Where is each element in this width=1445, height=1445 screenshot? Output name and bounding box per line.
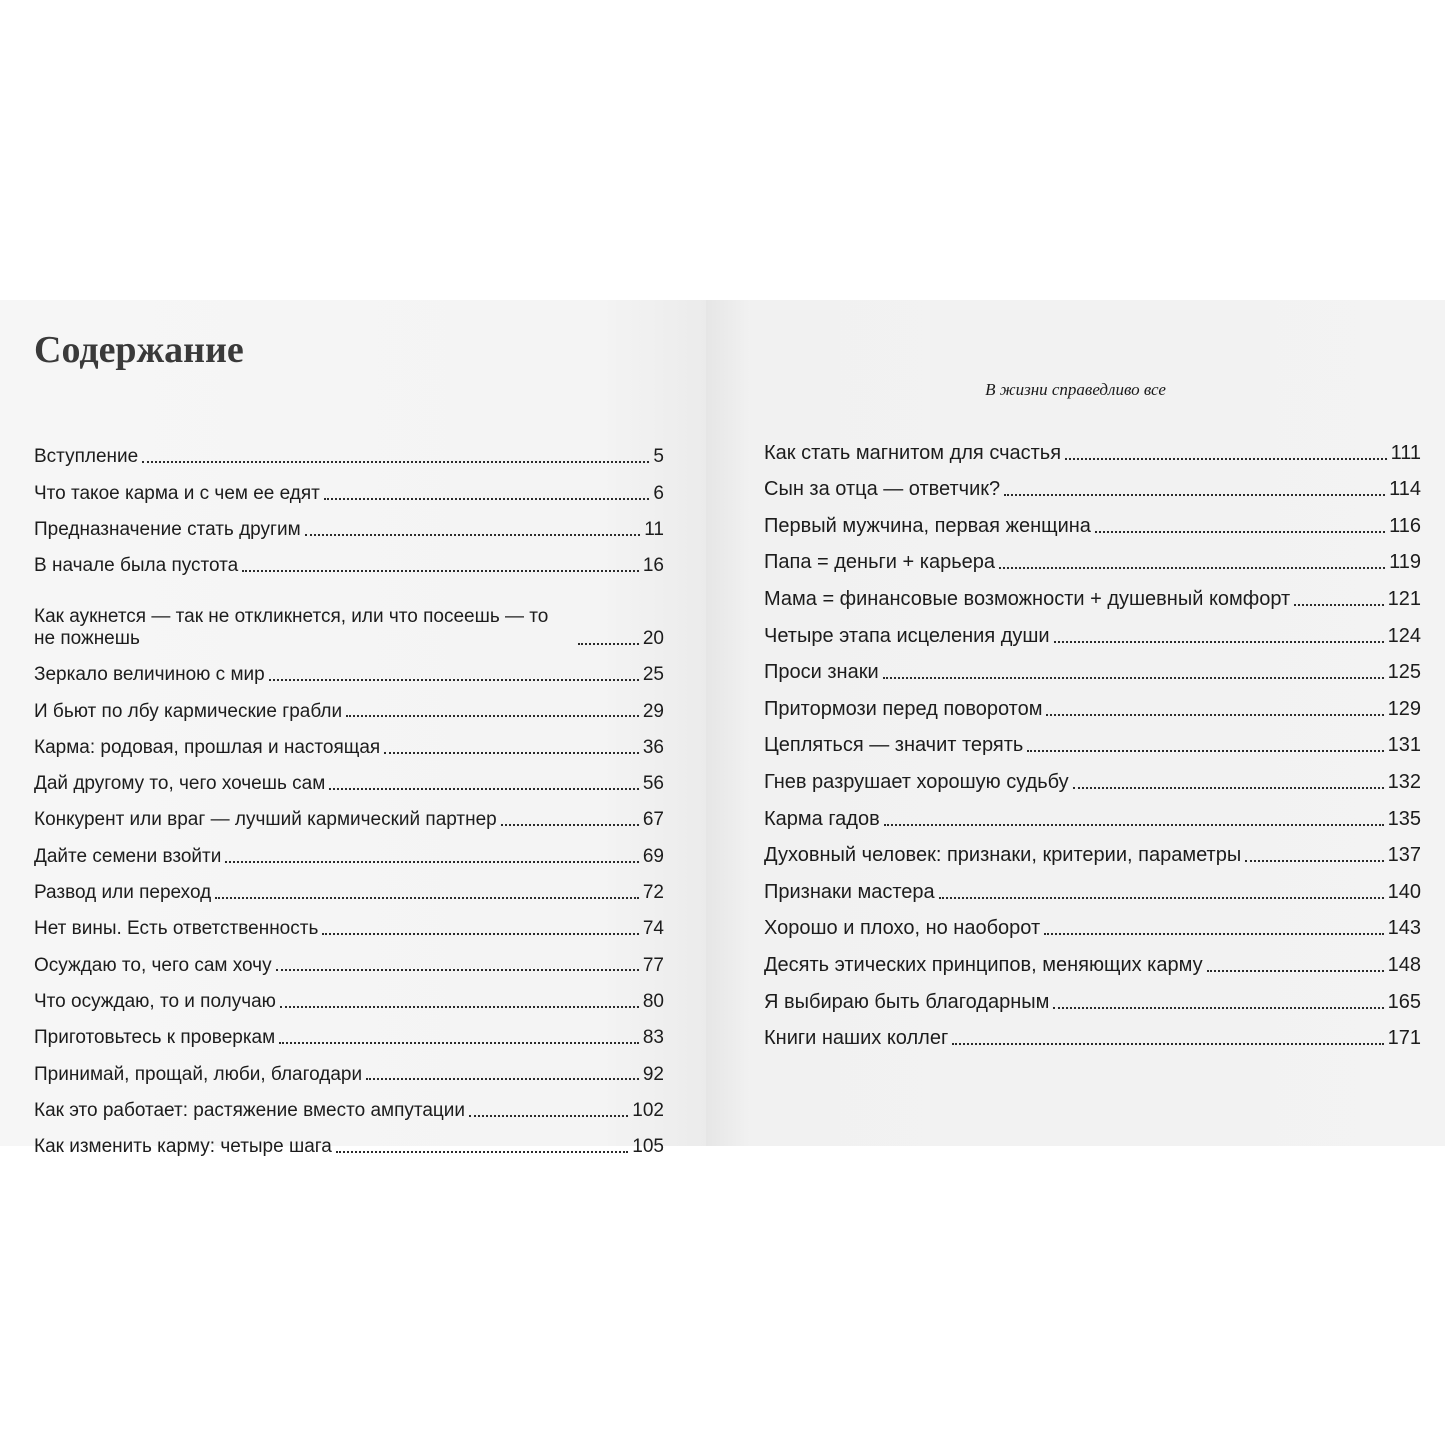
dot-leader xyxy=(1207,970,1384,972)
toc-entry-page: 92 xyxy=(642,1063,664,1085)
toc-entry xyxy=(764,721,1421,758)
toc-entry xyxy=(34,976,664,1012)
toc-entry-title: Приготовьтесь к проверкам xyxy=(34,1027,276,1049)
toc-entry-page: 148 xyxy=(1387,953,1421,976)
toc-entry-title: Что осуждаю, то и получаю xyxy=(34,990,276,1012)
dot-leader xyxy=(1044,933,1383,935)
toc-entry xyxy=(34,904,664,940)
toc-entry xyxy=(34,722,664,758)
toc-entry-page: 124 xyxy=(1387,624,1421,647)
dot-leader xyxy=(336,1151,628,1153)
toc-entry-page: 111 xyxy=(1390,441,1421,464)
toc-entry xyxy=(34,759,664,795)
dot-leader xyxy=(225,861,639,863)
toc-entry xyxy=(764,648,1421,685)
toc-entry-title: Что такое карма и с чем ее едят xyxy=(34,482,320,504)
toc-entry-page: 5 xyxy=(653,446,664,468)
toc-entry-title: Проси знаки xyxy=(764,661,879,684)
toc-entry xyxy=(764,794,1421,831)
toc-entry-title: Карма гадов xyxy=(764,807,880,830)
dot-leader xyxy=(269,679,639,681)
dot-leader xyxy=(939,897,1384,899)
toc-entry-page: 72 xyxy=(642,882,664,904)
toc-entry-page: 137 xyxy=(1387,844,1421,867)
toc-entry-title: Книги наших коллег xyxy=(764,1027,949,1050)
toc-entry-page: 105 xyxy=(632,1136,664,1158)
toc-entry xyxy=(34,1122,664,1158)
toc-entry-page: 116 xyxy=(1389,514,1421,537)
dot-leader xyxy=(279,1042,639,1044)
toc-entry-page: 6 xyxy=(653,482,664,504)
toc-entry-page: 25 xyxy=(642,664,664,686)
toc-entry-page: 171 xyxy=(1387,1027,1421,1050)
toc-entry-title: И бьют по лбу кармические грабли xyxy=(34,700,343,722)
toc-list-right xyxy=(764,428,1421,1050)
toc-entry-title: Как это работает: растяжение вместо ампутации xyxy=(34,1099,466,1121)
toc-entry-title: Признаки мастера xyxy=(764,880,935,903)
toc-entry-title: Дай другому то, чего хочешь сам xyxy=(34,773,326,795)
toc-entry xyxy=(764,940,1421,977)
book-spread xyxy=(0,300,1445,1158)
dot-leader xyxy=(578,643,639,645)
right-page xyxy=(706,300,1445,1146)
toc-entry-title: Я выбираю быть благодарным xyxy=(764,990,1050,1013)
toc-entry xyxy=(34,940,664,976)
toc-entry-title: Сын за отца — ответчик? xyxy=(764,478,1001,501)
dot-leader xyxy=(329,788,639,790)
toc-entry-title: Как стать магнитом для счастья xyxy=(764,441,1062,464)
toc-entry xyxy=(764,538,1421,575)
dot-leader xyxy=(1054,641,1384,643)
toc-entry xyxy=(764,428,1421,465)
toc-entry-title: Десять этических принципов, меняющих карму xyxy=(764,953,1203,976)
dot-leader xyxy=(1004,494,1385,496)
toc-entry-page: 114 xyxy=(1389,478,1421,501)
toc-entry-page: 20 xyxy=(642,627,664,649)
toc-entry xyxy=(34,650,664,686)
toc-entry-title: Развод или переход xyxy=(34,882,212,904)
toc-entry-title: Как аукнется — так не откликнется, или что посеешь — то не пожнешь xyxy=(34,606,549,649)
toc-entry-page: 135 xyxy=(1387,807,1421,830)
toc-entry-title: Осуждаю то, чего сам хочу xyxy=(34,954,272,976)
toc-entry-page: 69 xyxy=(642,845,664,867)
toc-entry-title: Конкурент или враг — лучший кармический партнер xyxy=(34,809,497,831)
toc-entry-title: Первый мужчина, первая женщина xyxy=(764,514,1091,537)
dot-leader xyxy=(1245,860,1383,862)
toc-entry-title: Хорошо и плохо, но наоборот xyxy=(764,917,1041,940)
toc-entry xyxy=(764,574,1421,611)
toc-entry xyxy=(764,501,1421,538)
toc-entry-title: Предназначение стать другим xyxy=(34,519,301,541)
dot-leader xyxy=(884,824,1384,826)
toc-entry xyxy=(764,611,1421,648)
toc-entry xyxy=(764,831,1421,868)
toc-entry-title: Папа = деньги + карьера xyxy=(764,551,995,574)
dot-leader xyxy=(1053,1007,1383,1009)
toc-entry-title: Гнев разрушает хорошую судьбу xyxy=(764,770,1069,793)
dot-leader xyxy=(883,677,1384,679)
toc-entry-page: 80 xyxy=(642,990,664,1012)
toc-entry xyxy=(34,541,664,577)
toc-entry-title: Вступление xyxy=(34,446,139,468)
toc-entry xyxy=(34,432,664,468)
toc-entry-page: 36 xyxy=(642,736,664,758)
toc-entry-page: 119 xyxy=(1389,551,1421,574)
toc-entry-page: 132 xyxy=(1387,770,1421,793)
dot-leader xyxy=(366,1078,639,1080)
toc-entry xyxy=(34,577,664,650)
toc-entry-title: Принимай, прощай, люби, благодари xyxy=(34,1063,363,1085)
toc-entry-page: 140 xyxy=(1387,880,1421,903)
dot-leader xyxy=(1027,750,1383,752)
toc-entry-page: 83 xyxy=(642,1027,664,1049)
dot-leader xyxy=(324,498,650,500)
dot-leader xyxy=(384,752,639,754)
dot-leader xyxy=(242,570,639,572)
toc-entry-title: Мама = финансовые возможности + душевный комфорт xyxy=(764,587,1291,610)
toc-entry xyxy=(34,686,664,722)
toc-entry-page: 67 xyxy=(642,809,664,831)
toc-entry xyxy=(34,468,664,504)
dot-leader xyxy=(999,567,1385,569)
toc-entry-page: 165 xyxy=(1387,990,1421,1013)
toc-entry-title: Как изменить карму: четыре шага xyxy=(34,1136,332,1158)
toc-entry-title: Дайте семени взойти xyxy=(34,845,222,867)
toc-entry xyxy=(764,465,1421,502)
dot-leader xyxy=(469,1115,628,1117)
toc-entry xyxy=(34,505,664,541)
toc-entry-page: 143 xyxy=(1387,917,1421,940)
dot-leader xyxy=(280,1006,639,1008)
toc-entry xyxy=(34,795,664,831)
toc-entry-page: 29 xyxy=(642,700,664,722)
running-header: В жизни справедливо все xyxy=(985,380,1166,399)
toc-entry-page: 125 xyxy=(1387,661,1421,684)
toc-entry xyxy=(764,977,1421,1014)
toc-list-left xyxy=(34,432,664,1158)
toc-entry xyxy=(764,1014,1421,1051)
dot-leader xyxy=(1073,787,1384,789)
toc-entry xyxy=(764,867,1421,904)
toc-entry-page: 102 xyxy=(632,1099,664,1121)
toc-entry xyxy=(34,1013,664,1049)
toc-entry-page: 56 xyxy=(642,773,664,795)
dot-leader xyxy=(215,897,639,899)
toc-entry-title: Притормози перед поворотом xyxy=(764,697,1043,720)
toc-entry xyxy=(34,1049,664,1085)
dot-leader xyxy=(142,461,649,463)
toc-entry-title: Карма: родовая, прошлая и настоящая xyxy=(34,736,381,758)
toc-entry xyxy=(34,1085,664,1121)
toc-entry xyxy=(764,904,1421,941)
toc-entry-page: 131 xyxy=(1387,734,1421,757)
toc-entry-title: Четыре этапа исцеления души xyxy=(764,624,1050,647)
dot-leader xyxy=(322,933,639,935)
dot-leader xyxy=(1046,714,1383,716)
toc-entry-title: Нет вины. Есть ответственность xyxy=(34,918,319,940)
toc-entry xyxy=(764,757,1421,794)
toc-entry-page: 11 xyxy=(644,519,664,541)
dot-leader xyxy=(1294,604,1383,606)
toc-entry-page: 121 xyxy=(1387,587,1421,610)
toc-entry xyxy=(34,868,664,904)
toc-entry-page: 74 xyxy=(642,918,664,940)
dot-leader xyxy=(305,534,641,536)
dot-leader xyxy=(346,715,639,717)
dot-leader xyxy=(952,1043,1383,1045)
toc-entry-page: 129 xyxy=(1387,697,1421,720)
dot-leader xyxy=(1065,458,1387,460)
toc-entry-title: В начале была пустота xyxy=(34,555,239,577)
toc-entry-title: Зеркало величиною с мир xyxy=(34,664,265,686)
toc-entry xyxy=(34,831,664,867)
toc-entry-page: 16 xyxy=(642,555,664,577)
toc-entry-title: Цепляться — значит терять xyxy=(764,734,1024,757)
left-page xyxy=(0,300,706,1158)
dot-leader xyxy=(501,824,639,826)
dot-leader xyxy=(1095,531,1385,533)
contents-title: Содержание xyxy=(34,329,244,371)
toc-entry xyxy=(764,684,1421,721)
toc-entry-title: Духовный человек: признаки, критерии, параметры xyxy=(764,844,1242,867)
toc-entry-page: 77 xyxy=(642,954,664,976)
dot-leader xyxy=(276,969,639,971)
